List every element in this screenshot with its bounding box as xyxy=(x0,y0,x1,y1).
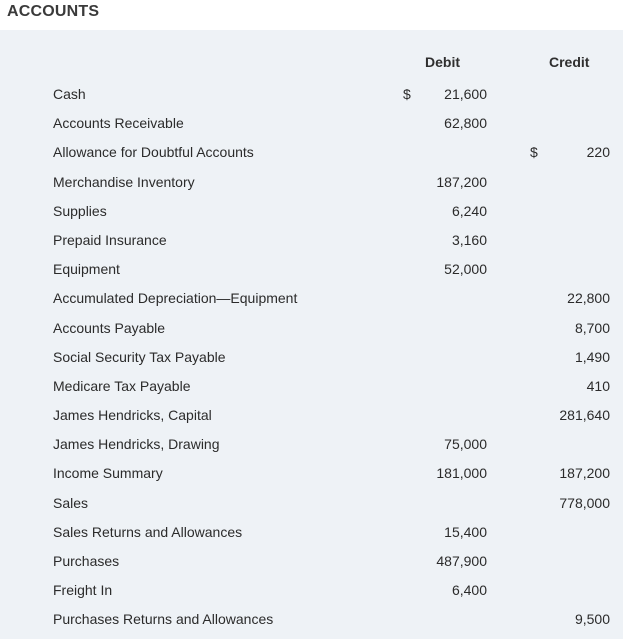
account-name: Purchases xyxy=(53,553,120,569)
table-row xyxy=(0,343,623,372)
account-name: Medicare Tax Payable xyxy=(53,377,191,394)
credit-amount: 220 xyxy=(586,144,610,161)
debit-amount: 62,800 xyxy=(444,115,487,132)
debit-amount: 181,000 xyxy=(436,465,487,482)
account-name: Sales xyxy=(53,494,89,511)
table-row xyxy=(0,284,623,313)
debit-amount: 3,160 xyxy=(451,231,487,248)
table-row xyxy=(0,197,623,226)
account-name: Supplies xyxy=(53,202,107,219)
debit-amount: 187,200 xyxy=(436,173,487,190)
table-row xyxy=(0,459,623,488)
table-row xyxy=(0,489,623,518)
table-row xyxy=(0,80,623,109)
debit-dollar-sign: $ xyxy=(403,86,411,102)
account-name: Accounts Receivable xyxy=(53,115,184,132)
account-name: Income Summary xyxy=(53,465,163,482)
account-name: Accumulated Depreciation—Equipment xyxy=(53,290,298,307)
table-row xyxy=(0,605,623,634)
debit-amount: 21,600 xyxy=(444,86,487,102)
account-name: Freight In xyxy=(53,582,113,599)
account-name: Social Security Tax Payable xyxy=(53,348,226,365)
credit-amount: 281,640 xyxy=(559,407,610,424)
credit-dollar-sign: $ xyxy=(530,144,538,161)
credit-amount: 22,800 xyxy=(567,290,610,307)
table-row xyxy=(0,430,623,459)
account-rows xyxy=(0,80,623,635)
account-name: Allowance for Doubtful Accounts xyxy=(53,144,254,161)
account-name: James Hendricks, Drawing xyxy=(53,436,220,453)
account-name: Prepaid Insurance xyxy=(53,231,167,248)
credit-amount: 1,490 xyxy=(574,348,610,365)
account-name: Merchandise Inventory xyxy=(53,173,195,190)
debit-amount: 6,400 xyxy=(451,582,487,599)
table-row xyxy=(0,401,623,430)
table-row xyxy=(0,518,623,547)
credit-amount: 410 xyxy=(586,377,610,394)
credit-amount: 187,200 xyxy=(559,465,610,482)
account-name: Cash xyxy=(53,86,86,102)
table-row xyxy=(0,255,623,284)
account-name: Purchases Returns and Allowances xyxy=(53,611,274,628)
debit-amount: 52,000 xyxy=(444,261,487,278)
account-name: James Hendricks, Capital xyxy=(53,407,212,424)
debit-amount: 6,240 xyxy=(451,202,487,219)
debit-column-header: Debit xyxy=(425,54,460,70)
credit-amount: 778,000 xyxy=(559,494,610,511)
table-row xyxy=(0,168,623,197)
credit-amount: 9,500 xyxy=(574,611,610,628)
table-row xyxy=(0,314,623,343)
table-row xyxy=(0,547,623,576)
debit-amount: 487,900 xyxy=(436,553,487,569)
debit-amount: 15,400 xyxy=(444,523,487,540)
table-row xyxy=(0,226,623,255)
table-row xyxy=(0,109,623,138)
account-name: Equipment xyxy=(53,261,120,278)
page-title: ACCOUNTS xyxy=(7,3,100,20)
credit-amount: 8,700 xyxy=(574,319,610,336)
account-name: Accounts Payable xyxy=(53,319,166,336)
accounts-table xyxy=(0,30,623,639)
table-row xyxy=(0,576,623,605)
credit-column-header: Credit xyxy=(549,54,590,70)
header-bar xyxy=(0,0,623,30)
debit-amount: 75,000 xyxy=(444,436,487,453)
account-name: Sales Returns and Allowances xyxy=(53,523,243,540)
table-row xyxy=(0,372,623,401)
table-row xyxy=(0,138,623,167)
